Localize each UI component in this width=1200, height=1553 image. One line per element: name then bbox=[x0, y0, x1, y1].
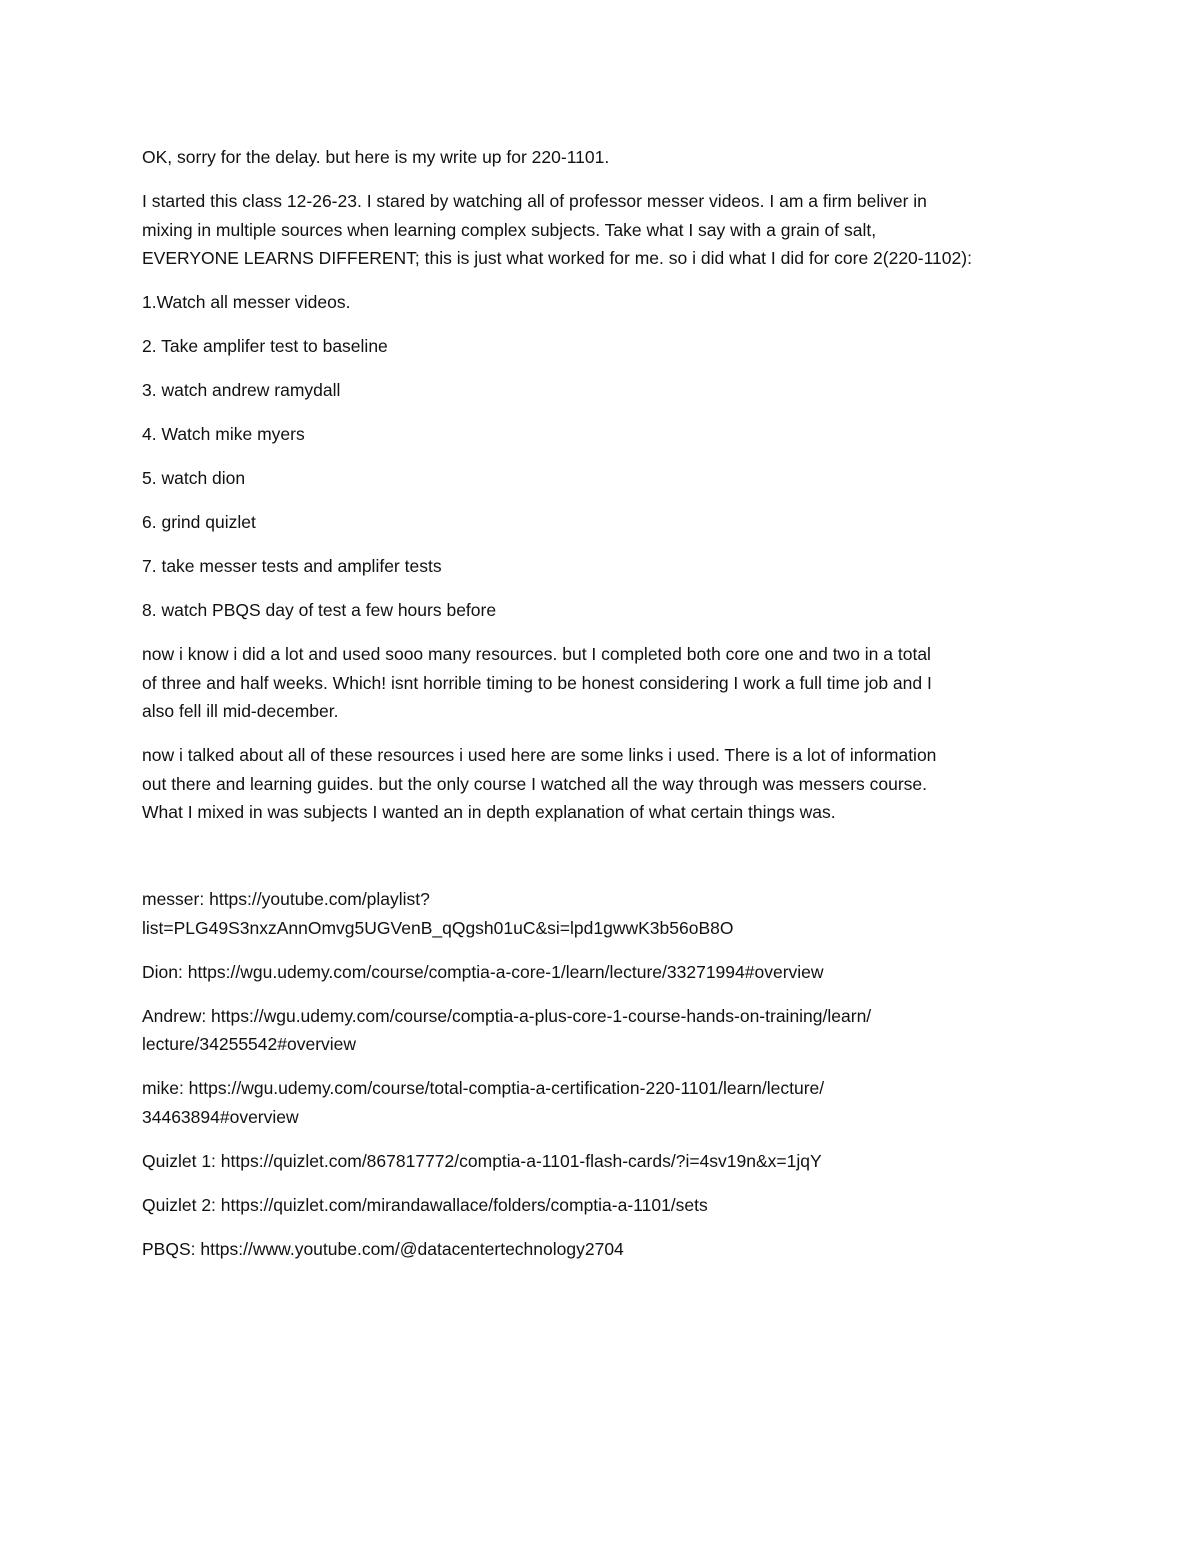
paragraph-timeline bbox=[142, 640, 1062, 726]
paragraph-line: out there and learning guides. but the only course I watched all the way through was messers course. bbox=[142, 773, 928, 794]
step-item: 3. watch andrew ramydall bbox=[142, 380, 341, 400]
step-item: 6. grind quizlet bbox=[142, 512, 256, 532]
step-item: 8. watch PBQS day of test a few hours before bbox=[142, 600, 497, 620]
link-text: 34463894#overview bbox=[142, 1106, 299, 1127]
link-mike bbox=[142, 1074, 1062, 1131]
step-item: 4. Watch mike myers bbox=[142, 424, 305, 444]
step-item: 2. Take amplifer test to baseline bbox=[142, 336, 388, 356]
paragraph-resources bbox=[142, 741, 1062, 827]
paragraph-line: of three and half weeks. Which! isnt horrible timing to be honest considering I work a full time job and I bbox=[142, 672, 932, 693]
link-messer bbox=[142, 885, 1062, 942]
link-andrew bbox=[142, 1002, 1062, 1059]
paragraph-line: What I mixed in was subjects I wanted an in depth explanation of what certain things was. bbox=[142, 802, 836, 822]
paragraph-line: EVERYONE LEARNS DIFFERENT; this is just what worked for me. so i did what I did for core 2(220-1102): bbox=[142, 248, 972, 268]
step-item: 1.Watch all messer videos. bbox=[142, 292, 351, 312]
link-dion: Dion: https://wgu.udemy.com/course/comptia-a-core-1/learn/lecture/33271994#overview bbox=[142, 961, 824, 982]
link-text: list=PLG49S3nxzAnnOmvg5UGVenB_qQgsh01uC&si=lpd1gwwK3b56oB8O bbox=[142, 917, 734, 938]
paragraph-line: now i talked about all of these resources i used here are some links i used. There is a lot of information bbox=[142, 745, 937, 765]
link-text: lecture/34255542#overview bbox=[142, 1034, 357, 1054]
paragraph-line: also fell ill mid-december. bbox=[142, 701, 339, 721]
step-item: 7. take messer tests and amplifer tests bbox=[142, 556, 442, 576]
paragraph-line: mixing in multiple sources when learning complex subjects. Take what I say with a grain of salt, bbox=[142, 219, 877, 240]
link-text: messer: https://youtube.com/playlist? bbox=[142, 889, 430, 909]
intro-line: OK, sorry for the delay. but here is my write up for 220-1101. bbox=[142, 147, 610, 167]
paragraph-line: now i know i did a lot and used sooo many resources. but I completed both core one and two in a total bbox=[142, 644, 931, 664]
link-quizlet-2: Quizlet 2: https://quizlet.com/mirandawallace/folders/comptia-a-1101/sets bbox=[142, 1194, 708, 1215]
step-item: 5. watch dion bbox=[142, 468, 246, 488]
link-quizlet-1: Quizlet 1: https://quizlet.com/867817772/comptia-a-1101-flash-cards/?i=4sv19n&x=1jqY bbox=[142, 1150, 822, 1171]
link-text: Andrew: https://wgu.udemy.com/course/comptia-a-plus-core-1-course-hands-on-training/learn/ bbox=[142, 1005, 872, 1026]
document-body bbox=[142, 143, 1062, 1279]
blank-space bbox=[142, 842, 1062, 885]
link-text: mike: https://wgu.udemy.com/course/total-comptia-a-certification-220-1101/learn/lecture/ bbox=[142, 1078, 825, 1098]
paragraph-background bbox=[142, 187, 1062, 273]
paragraph-line: I started this class 12-26-23. I stared by watching all of professor messer videos. I am a firm beliver in bbox=[142, 191, 927, 211]
link-pbqs: PBQS: https://www.youtube.com/@datacentertechnology2704 bbox=[142, 1238, 624, 1259]
